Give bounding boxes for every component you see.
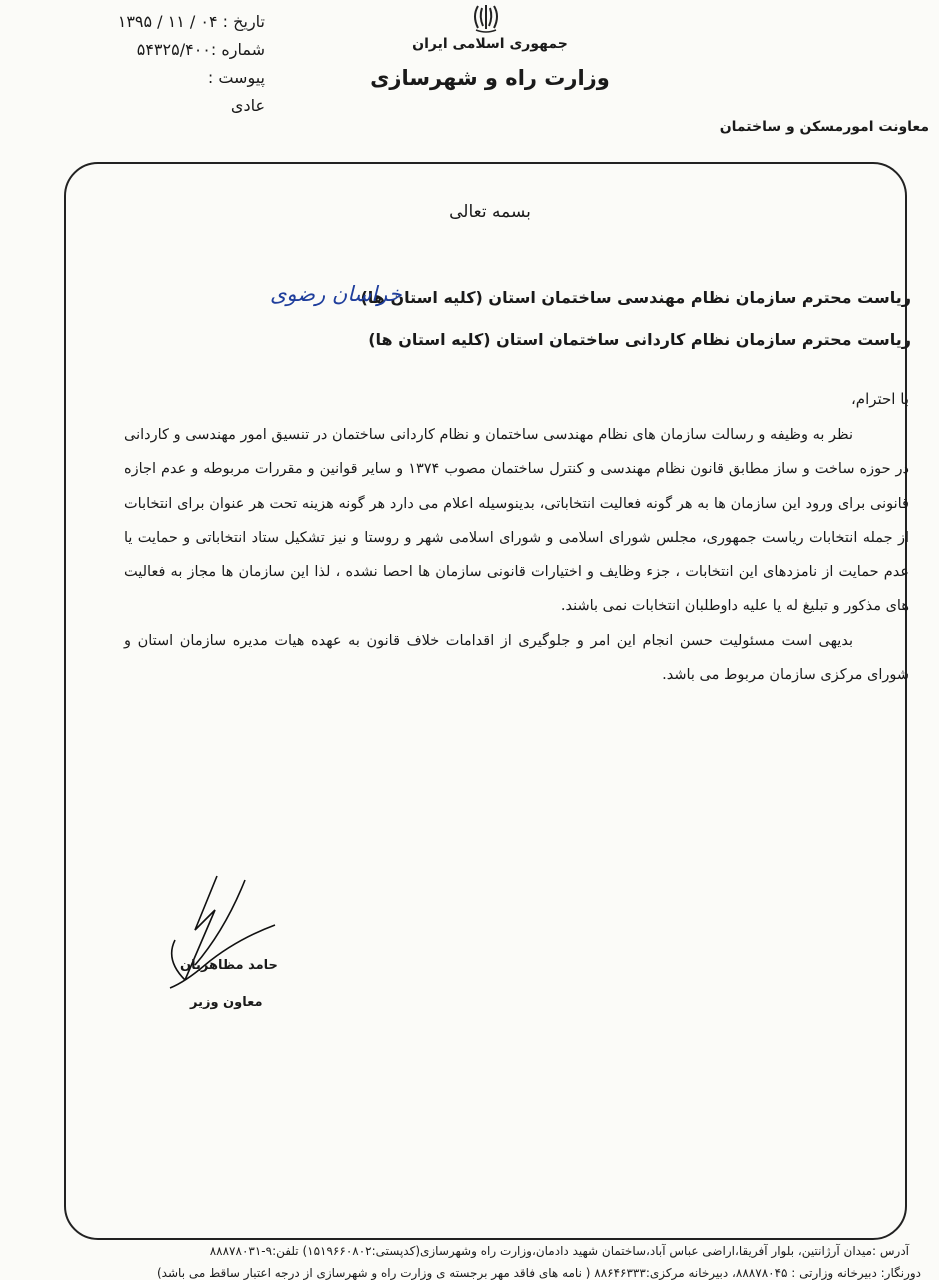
- letterhead: [340, 36, 640, 90]
- addressee-1: ریاست محترم سازمان نظام مهندسی ساختمان استان (کلیه استان ها): [360, 288, 911, 307]
- greeting: با احترام،: [850, 390, 909, 408]
- addressee-2: ریاست محترم سازمان نظام کاردانی ساختمان استان (کلیه استان ها): [368, 330, 911, 349]
- signature-scribble: [155, 870, 285, 1010]
- paragraph-2: بدیهی است مسئولیت حسن انجام این امر و جلوگیری از اقدامات خلاف قانون به عهده هیات مدیره سازمان استان و شورای مرکزی سازمان مربوط می باشد.: [124, 632, 909, 684]
- letter-date: تاریخ : ۰۴ / ۱۱ / ۱۳۹۵: [117, 12, 265, 31]
- footer-address: آدرس :میدان آرژانتین، بلوار آفریقا،اراضی عباس آباد،ساختمان شهید دادمان،وزارت راه وشهرسازی(کدپستی:۱۵۱۹۶۶۰۸۰۲) تلفن:۹-۸۸۸۷۸۰۳۱: [209, 1244, 909, 1258]
- letter-meta: [90, 8, 265, 120]
- signatory-name: حامد مظاهریان: [180, 958, 278, 973]
- deputy-title: معاونت امورمسکن و ساختمان: [719, 119, 929, 135]
- iran-emblem-icon: [468, 2, 504, 36]
- letter-body: [124, 418, 909, 692]
- letter-number: شماره :۵۴۳۲۵/۴۰۰: [136, 40, 265, 59]
- letter-frame: [64, 162, 907, 1240]
- letter-priority: عادی: [230, 96, 265, 115]
- paragraph-1: نظر به وظیفه و رسالت سازمان های نظام مهندسی ساختمان و نظام کاردانی ساختمان در تنسیق امور مهندسی و کاردانی در حوزه ساخت و ساز مطابق قانون نظام مهندسی و کنترل ساختمان مصوب ۱۳۷۴ و سایر قوانین و مقررات مربوطه و عدم اجازه قانونی برای ورود این سازمان ها به هر گونه فعالیت انتخاباتی، بدینوسیله اعلام می دارد هر گونه هزینه تحت هر عنوان برای انتخابات از جمله انتخابات ریاست جمهوری، مجلس شورای اسلامی و شورای اسلامی شهر و روستا و نیز تشکیل ستاد انتخاباتی و حمایت یا عدم حمایت از نامزدهای این انتخابات ، جزء وظایف و اختیارات قانونی سازمان ها احصا نشده ، لذا این سازمان ها مجاز به فعالیت های مذکور و تبلیغ له یا علیه داوطلبان انتخابات نمی باشند.: [124, 427, 909, 615]
- republic-title: جمهوری اسلامی ایران: [412, 36, 568, 52]
- handwritten-note: خراسان رضوی: [270, 282, 402, 306]
- ministry-title: وزارت راه و شهرسازی: [370, 66, 610, 90]
- letter-attachment: پیوست :: [207, 68, 265, 87]
- bismillah: بسمه تعالی: [449, 202, 531, 222]
- signatory-title: معاون وزیر: [190, 995, 263, 1010]
- footer-fax: دورنگار: دبیرخانه وزارتی : ۸۸۸۷۸۰۴۵، دبیرخانه مرکزی:۸۸۶۴۶۳۳۳ ( نامه های فاقد مهر برجسته ی وزارت راه و شهرسازی از درجه اعتبار ساقط می باشد): [157, 1266, 921, 1280]
